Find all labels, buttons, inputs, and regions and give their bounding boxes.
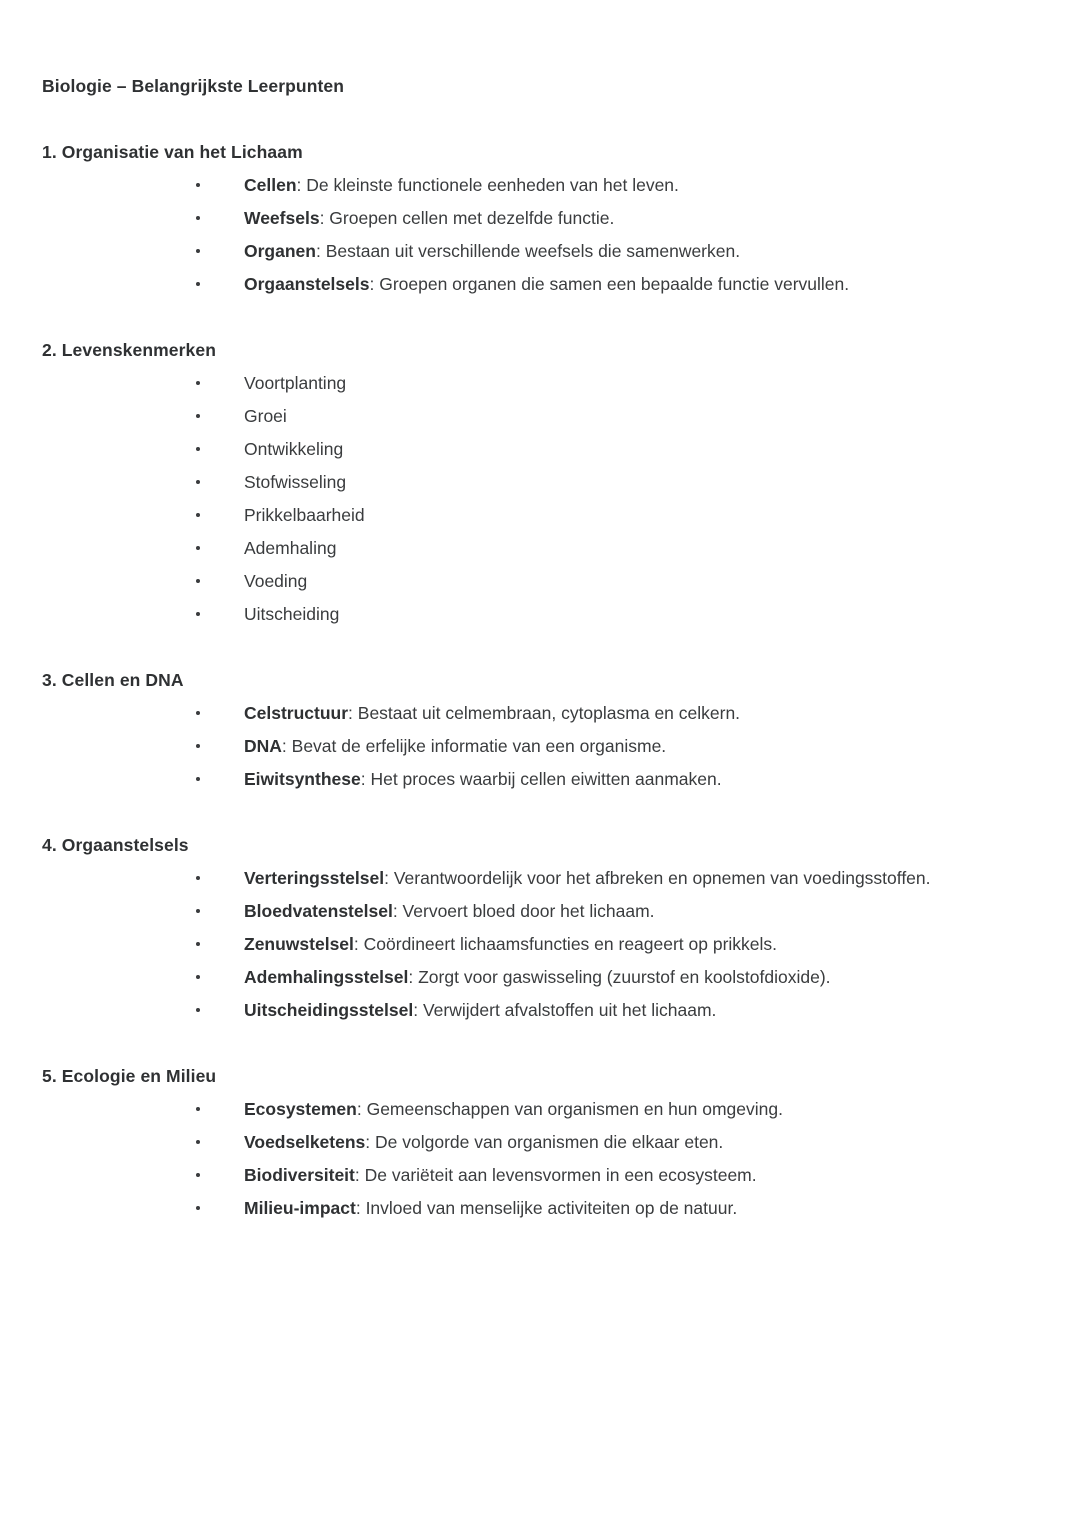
- list-item-description: Coördineert lichaamsfuncties en reageert op prikkels.: [363, 934, 778, 954]
- list-item-separator: :: [355, 1198, 366, 1218]
- bullet-dot-icon: [196, 414, 200, 418]
- list-item: [42, 895, 1042, 928]
- list-item-description: Bestaat uit celmembraan, cytoplasma en celkern.: [357, 703, 741, 723]
- bullet-dot-icon: [196, 942, 200, 946]
- bullet-dot-icon: [196, 216, 200, 220]
- section: [42, 829, 1042, 1027]
- bullet-dot-icon: [196, 546, 200, 550]
- list-item: [42, 862, 1042, 895]
- bullet-dot-icon: [196, 876, 200, 880]
- list-item: [42, 235, 1042, 268]
- list-item-separator: :: [360, 769, 371, 789]
- list-item-term: Ademhalingsstelsel: [244, 967, 409, 987]
- section: [42, 664, 1042, 796]
- list-item-description: Groepen cellen met dezelfde functie.: [329, 208, 615, 228]
- list-item: [42, 367, 1042, 400]
- list-item-term: Verteringsstelsel: [244, 868, 385, 888]
- section-heading: 1. Organisatie van het Lichaam: [42, 142, 303, 162]
- list-item-description: Verantwoordelijk voor het afbreken en opnemen van voedingsstoffen.: [393, 868, 931, 888]
- list-item-separator: :: [365, 1132, 375, 1152]
- list-item: [42, 763, 1042, 796]
- list-item: [42, 1159, 1042, 1192]
- list-item-description: Groei: [244, 406, 287, 426]
- list-item-term: Weefsels: [244, 208, 320, 228]
- list-item: [42, 730, 1042, 763]
- sections-container: [42, 136, 1042, 1225]
- list-item-separator: :: [319, 208, 330, 228]
- bullet-dot-icon: [196, 975, 200, 979]
- list-item: [42, 961, 1042, 994]
- list-item: [42, 169, 1042, 202]
- list-item-term: Cellen: [244, 175, 297, 195]
- bullet-list: [42, 1093, 1042, 1225]
- list-item-separator: :: [392, 901, 403, 921]
- bullet-list: [42, 862, 1042, 1027]
- bullet-dot-icon: [196, 579, 200, 583]
- bullet-list: [42, 367, 1042, 631]
- bullet-dot-icon: [196, 183, 200, 187]
- list-item-description: Vervoert bloed door het lichaam.: [402, 901, 655, 921]
- list-item: [42, 697, 1042, 730]
- bullet-dot-icon: [196, 777, 200, 781]
- section: [42, 136, 1042, 301]
- list-item-term: Orgaanstelsels: [244, 274, 370, 294]
- section-heading: 4. Orgaanstelsels: [42, 835, 189, 855]
- list-item-term: Bloedvatenstelsel: [244, 901, 393, 921]
- document-body: [42, 70, 1042, 1225]
- list-item: [42, 433, 1042, 466]
- section: [42, 1060, 1042, 1225]
- bullet-dot-icon: [196, 1206, 200, 1210]
- list-item-description: De variëteit aan levensvormen in een ecosysteem.: [364, 1165, 757, 1185]
- list-item-term: Voedselketens: [244, 1132, 366, 1152]
- list-item: [42, 1192, 1042, 1225]
- bullet-dot-icon: [196, 282, 200, 286]
- list-item-description: De kleinste functionele eenheden van het leven.: [306, 175, 679, 195]
- list-item: [42, 928, 1042, 961]
- list-item-description: Het proces waarbij cellen eiwitten aanmaken.: [370, 769, 722, 789]
- list-item-description: Ademhaling: [244, 538, 337, 558]
- list-item: [42, 598, 1042, 631]
- bullet-dot-icon: [196, 744, 200, 748]
- list-item-separator: :: [353, 934, 364, 954]
- list-item-description: Invloed van menselijke activiteiten op de natuur.: [365, 1198, 738, 1218]
- list-item: [42, 400, 1042, 433]
- list-item-term: Zenuwstelsel: [244, 934, 354, 954]
- list-item-description: Gemeenschappen van organismen en hun omgeving.: [366, 1099, 783, 1119]
- list-item-description: Verwijdert afvalstoffen uit het lichaam.: [422, 1000, 717, 1020]
- list-item-term: Organen: [244, 241, 316, 261]
- list-item-description: Bestaan uit verschillende weefsels die samenwerken.: [325, 241, 741, 261]
- list-item-separator: :: [348, 703, 358, 723]
- page-title: Biologie – Belangrijkste Leerpunten: [42, 76, 345, 96]
- list-item-term: Uitscheidingsstelsel: [244, 1000, 414, 1020]
- list-item-term: Biodiversiteit: [244, 1165, 355, 1185]
- bullet-dot-icon: [196, 909, 200, 913]
- list-item-term: Eiwitsynthese: [244, 769, 361, 789]
- list-item-separator: :: [408, 967, 419, 987]
- bullet-list: [42, 169, 1042, 301]
- section: [42, 334, 1042, 631]
- bullet-dot-icon: [196, 1107, 200, 1111]
- list-item-description: Voeding: [244, 571, 308, 591]
- list-item-separator: :: [281, 736, 292, 756]
- list-item-separator: :: [315, 241, 326, 261]
- bullet-dot-icon: [196, 1140, 200, 1144]
- list-item: [42, 532, 1042, 565]
- bullet-dot-icon: [196, 249, 200, 253]
- bullet-dot-icon: [196, 480, 200, 484]
- list-item: [42, 1126, 1042, 1159]
- list-item: [42, 499, 1042, 532]
- bullet-dot-icon: [196, 1008, 200, 1012]
- list-item-separator: :: [356, 1099, 367, 1119]
- section-heading: 2. Levenskenmerken: [42, 340, 216, 360]
- list-item-description: Uitscheiding: [244, 604, 340, 624]
- list-item: [42, 1093, 1042, 1126]
- bullet-dot-icon: [196, 612, 200, 616]
- list-item-description: Prikkelbaarheid: [244, 505, 365, 525]
- list-item-description: Stofwisseling: [244, 472, 347, 492]
- list-item-description: Groepen organen die samen een bepaalde functie vervullen.: [379, 274, 850, 294]
- section-heading: 3. Cellen en DNA: [42, 670, 184, 690]
- list-item-description: Ontwikkeling: [244, 439, 344, 459]
- list-item-separator: :: [296, 175, 307, 195]
- list-item-term: DNA: [244, 736, 282, 756]
- bullet-list: [42, 697, 1042, 796]
- list-item-separator: :: [384, 868, 394, 888]
- list-item-term: Milieu-impact: [244, 1198, 356, 1218]
- list-item-description: Zorgt voor gaswisseling (zuurstof en koolstofdioxide).: [418, 967, 831, 987]
- list-item-separator: :: [369, 274, 380, 294]
- bullet-dot-icon: [196, 1173, 200, 1177]
- bullet-dot-icon: [196, 447, 200, 451]
- bullet-dot-icon: [196, 711, 200, 715]
- list-item-description: Voortplanting: [244, 373, 347, 393]
- list-item-description: De volgorde van organismen die elkaar eten.: [375, 1132, 724, 1152]
- list-item: [42, 565, 1042, 598]
- list-item-separator: :: [354, 1165, 365, 1185]
- list-item: [42, 268, 1042, 301]
- list-item-term: Ecosystemen: [244, 1099, 357, 1119]
- bullet-dot-icon: [196, 381, 200, 385]
- list-item: [42, 466, 1042, 499]
- list-item-term: Celstructuur: [244, 703, 349, 723]
- list-item-description: Bevat de erfelijke informatie van een organisme.: [291, 736, 667, 756]
- list-item: [42, 994, 1042, 1027]
- section-heading: 5. Ecologie en Milieu: [42, 1066, 217, 1086]
- list-item-separator: :: [413, 1000, 423, 1020]
- bullet-dot-icon: [196, 513, 200, 517]
- list-item: [42, 202, 1042, 235]
